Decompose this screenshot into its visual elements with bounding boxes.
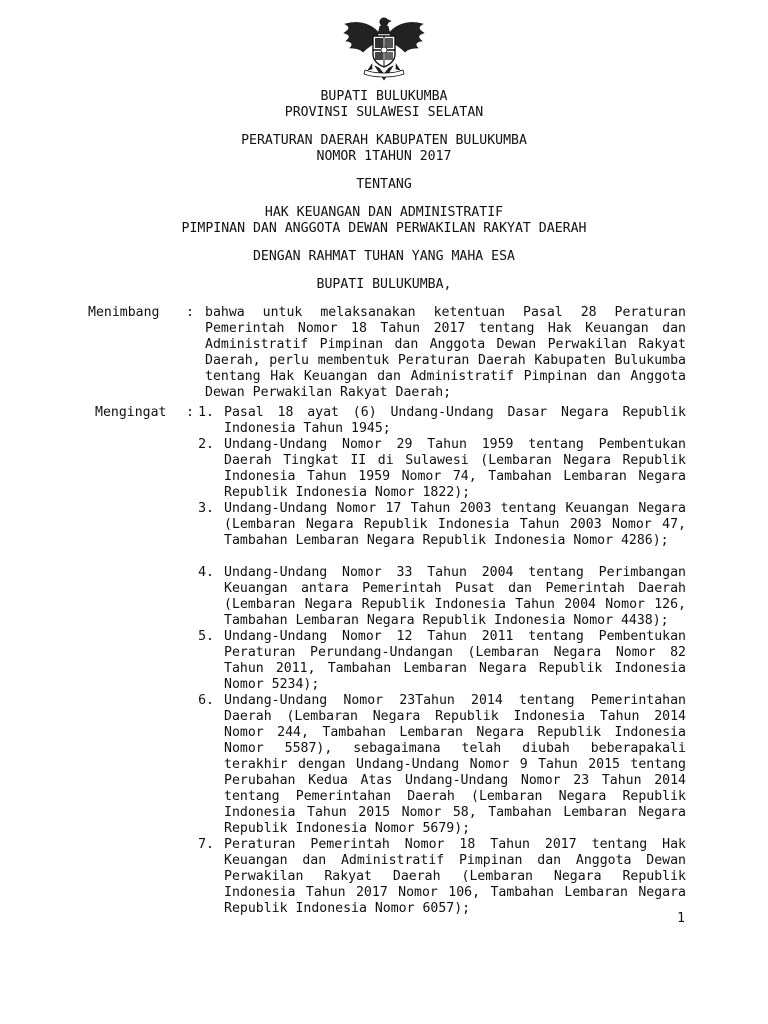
subject-line-2: PIMPINAN DAN ANGGOTA DEWAN PERWAKILAN RAKYAT DAERAH xyxy=(181,221,587,236)
list-item: Undang-Undang Nomor 23Tahun 2014 tentang Pemerintahan Daerah (Lembaran Negara Republik Indonesia Tahun 2014 Nomor 244, Tambahan Lembaran Negara Republik Indonesia Nomor 5587), sebagaimana telah diubah beberapakali terakhir dengan Undang-Undang Nomor 9 Tahun 2015 tentang Perubahan Kedua Atas Undang-Undang Nomor 23 Tahun 2014 tentang Pemerintahan Daerah (Lembaran Negara Republik Indonesia Tahun 2015 Nomor 58, Tambahan Lembaran Negara Republik Indonesia Nomor 5679); xyxy=(224,693,686,836)
list-item-number: 3. xyxy=(198,501,214,516)
menimbang-colon: : xyxy=(186,305,194,320)
list-item-number: 2. xyxy=(198,437,214,452)
province-name: PROVINSI SULAWESI SELATAN xyxy=(284,105,484,120)
list-item-number: 5. xyxy=(198,629,214,644)
menimbang-text: bahwa untuk melaksanakan ketentuan Pasal 28 Peraturan Pemerintah Nomor 18 Tahun 2017 tentang Hak Keuangan dan Administratif Pimpinan dan Anggota Dewan Perwakilan Rakyat Daerah, perlu membentuk Peraturan Daerah Kabupaten Bulukumba tentang Hak Keuangan dan Administratif Pimpinan dan Anggota Dewan Perwakilan Rakyat Daerah; xyxy=(205,305,686,400)
list-item-number: 6. xyxy=(198,693,214,708)
list-item: Undang-Undang Nomor 33 Tahun 2004 tentang Perimbangan Keuangan antara Pemerintah Pusat dan Pemerintah Daerah (Lembaran Negara Republik Indonesia Tahun 2004 Nomor 126, Tambahan Lembaran Negara Republik Indonesia Nomor 4438); xyxy=(224,565,686,628)
menimbang-label: Menimbang xyxy=(88,305,160,320)
blessing-line: DENGAN RAHMAT TUHAN YANG MAHA ESA xyxy=(252,249,515,264)
regulation-number xyxy=(0,149,768,165)
regent-title: BUPATI BULUKUMBA xyxy=(320,89,448,104)
subject-line-1: HAK KEUANGAN DAN ADMINISTRATIF xyxy=(264,205,504,220)
about-heading: TENTANG xyxy=(356,177,412,192)
page-number: 1 xyxy=(677,911,685,926)
mengingat-label: Mengingat xyxy=(95,405,167,420)
list-item: Undang-Undang Nomor 12 Tahun 2011 tentang Pembentukan Peraturan Perundang-Undangan (Lembaran Negara Nomor 82 Tahun 2011, Tambahan Lembaran Negara Republik Indonesia Nomor 5234); xyxy=(224,629,686,692)
regulation-title: PERATURAN DAERAH KABUPATEN BULUKUMBA xyxy=(241,133,527,148)
regent-address: BUPATI BULUKUMBA, xyxy=(316,277,452,292)
garuda-emblem-icon xyxy=(341,14,427,82)
list-item-number: 7. xyxy=(198,837,214,852)
mengingat-colon: : xyxy=(186,405,194,420)
list-item-number: 4. xyxy=(198,565,214,580)
list-item: Undang-Undang Nomor 17 Tahun 2003 tentang Keuangan Negara (Lembaran Negara Republik Indonesia Tahun 2003 Nomor 47, Tambahan Lembaran Negara Republik Indonesia Nomor 4286); xyxy=(224,501,686,548)
list-item: Undang-Undang Nomor 29 Tahun 1959 tentang Pembentukan Daerah Tingkat II di Sulawesi (Lembaran Negara Republik Indonesia Tahun 1959 Nomor 74, Tambahan Lembaran Negara Republik Indonesia Nomor 1822); xyxy=(224,437,686,500)
list-item: Peraturan Pemerintah Nomor 18 Tahun 2017 tentang Hak Keuangan dan Administratif Pimpinan dan Anggota Dewan Perwakilan Rakyat Daerah (Lembaran Negara Republik Indonesia Tahun 2017 Nomor 106, Tambahan Lembaran Negara Republik Indonesia Nomor 6057); xyxy=(224,837,686,916)
regulation-number-text: NOMOR 1TAHUN 2017 xyxy=(316,149,452,164)
list-item-number: 1. xyxy=(198,405,214,420)
list-item: Pasal 18 ayat (6) Undang-Undang Dasar Negara Republik Indonesia Tahun 1945; xyxy=(224,405,686,436)
